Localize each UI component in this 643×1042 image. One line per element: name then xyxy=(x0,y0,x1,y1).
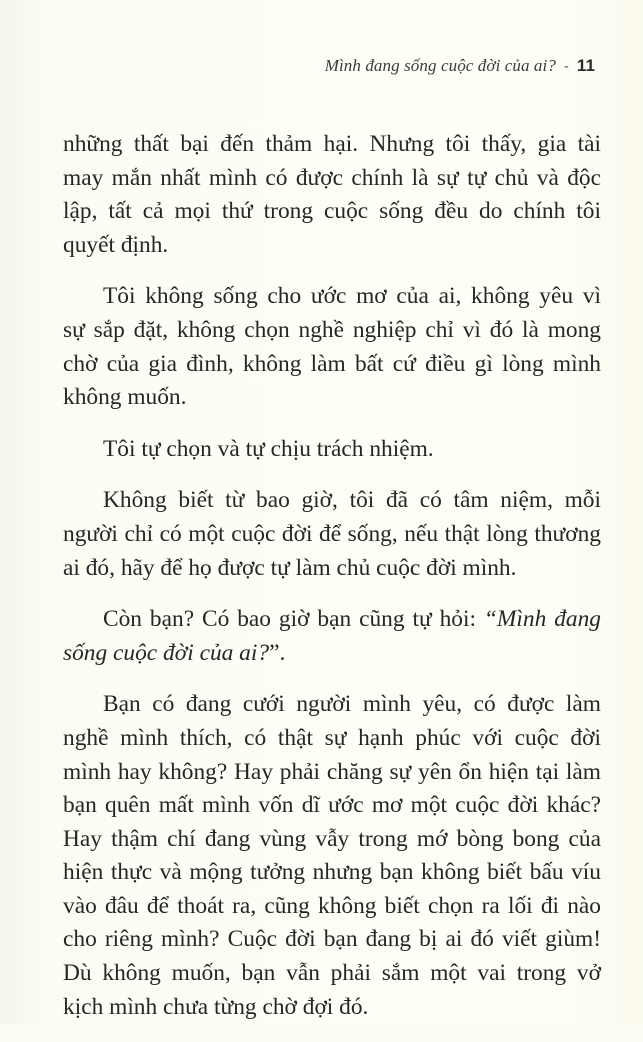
paragraph-2 xyxy=(63,280,601,414)
text-line: chờ của gia đình, không làm bất cứ điều gì lòng mình xyxy=(63,350,601,377)
text-line: sự sắp đặt, không chọn nghề nghiệp chỉ vì đó là mong xyxy=(63,316,601,343)
paragraph-4 xyxy=(63,484,601,585)
text-line: ai đó, hãy để họ được tự làm chủ cuộc đời mình. xyxy=(63,554,517,581)
text-line: Tôi tự chọn và tự chịu trách nhiệm. xyxy=(103,435,434,462)
body-text xyxy=(63,128,601,1042)
text-line: Dù không muốn, bạn vẫn phải sắm một vai trong vở xyxy=(63,960,601,987)
text-line: quyết định. xyxy=(63,231,169,258)
text-line: cho riêng mình? Cuộc đời bạn đang bị ai đó viết giùm! xyxy=(63,926,601,953)
running-header xyxy=(325,56,595,76)
text-line: hiện thực và mộng tưởng nhưng bạn không biết bấu víu xyxy=(63,859,601,886)
paragraph-6 xyxy=(63,688,601,1024)
text-line: bạn quên mất mình vốn dĩ ước mơ một cuộc đời khác? xyxy=(63,792,601,819)
text-line: kịch mình chưa từng chờ đợi đó. xyxy=(63,993,369,1020)
italic-quote: “Mình đang xyxy=(483,606,601,633)
text-line: những thất bại đến thảm hại. Nhưng tôi thấy, gia tài xyxy=(63,131,601,157)
italic-quote: sống cuộc đời của ai? xyxy=(63,639,270,666)
text-line: mình hay không? Hay phải chăng sự yên ổn hiện tại làm xyxy=(63,758,601,785)
text-line: nghề mình thích, có thật sự hạnh phúc với cuộc đời xyxy=(63,724,601,751)
text-span: Còn bạn? Có bao giờ bạn cũng tự hỏi: xyxy=(103,606,484,633)
text-line xyxy=(63,603,601,637)
text-line: Không biết từ bao giờ, tôi đã có tâm niệm, mỗi xyxy=(103,487,601,514)
paragraph-1 xyxy=(63,128,601,262)
text-line: người chỉ có một cuộc đời để sống, nếu thật lòng thương xyxy=(63,520,601,547)
text-line: may mắn nhất mình có được chính là sự tự chủ và độc xyxy=(63,164,601,191)
text-line: Hay thậm chí đang vùng vẫy trong mớ bòng bong của xyxy=(63,825,601,852)
text-span: ”. xyxy=(269,639,286,666)
paragraph-3 xyxy=(63,433,601,467)
paragraph-5 xyxy=(63,603,601,670)
text-line: không muốn. xyxy=(63,384,187,411)
text-line: Tôi không sống cho ước mơ của ai, không yêu vì xyxy=(103,283,601,310)
text-line: vào đâu để thoát ra, cũng không biết chọn ra lối đi nào xyxy=(63,892,601,919)
page-number: 11 xyxy=(576,56,595,75)
text-line: lập, tất cả mọi thứ trong cuộc sống đều do chính tôi xyxy=(63,198,601,225)
chapter-title: Mình đang sống cuộc đời của ai? xyxy=(324,56,556,75)
text-line: Bạn có đang cưới người mình yêu, có được làm xyxy=(103,691,601,718)
text-line xyxy=(63,637,601,671)
header-separator: - xyxy=(563,58,569,75)
